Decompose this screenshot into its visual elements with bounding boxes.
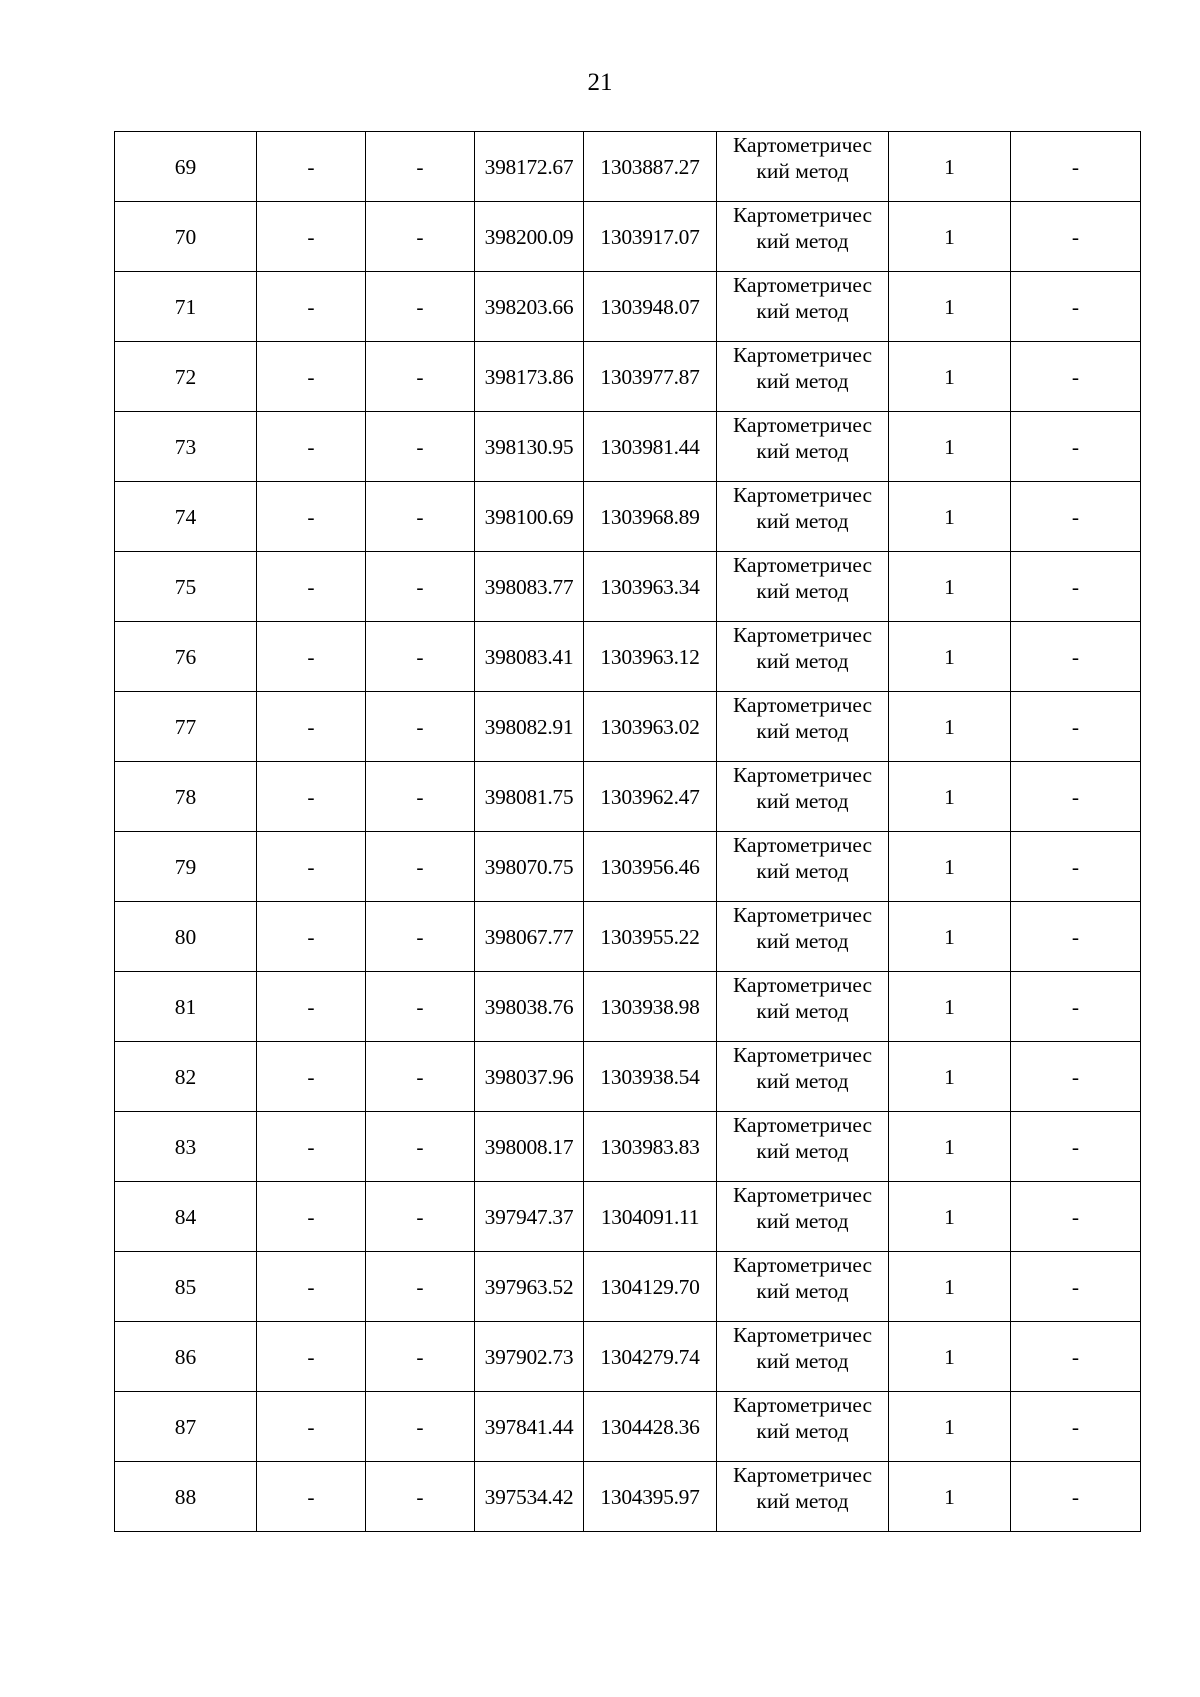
- description-cell: -: [1011, 1392, 1141, 1462]
- dash-cell: -: [257, 1042, 366, 1112]
- dash-cell: -: [257, 972, 366, 1042]
- method-cell: Картометричес кий метод: [717, 692, 889, 762]
- table-row: [115, 1392, 1141, 1462]
- y-coordinate-cell: 1303977.87: [584, 342, 717, 412]
- accuracy-cell: 1: [889, 132, 1011, 202]
- method-cell: Картометричес кий метод: [717, 622, 889, 692]
- point-number-cell: 85: [115, 1252, 257, 1322]
- accuracy-cell: 1: [889, 1182, 1011, 1252]
- method-cell: Картометричес кий метод: [717, 412, 889, 482]
- table-row: [115, 1252, 1141, 1322]
- y-coordinate-cell: 1303963.02: [584, 692, 717, 762]
- table-row: [115, 412, 1141, 482]
- x-coordinate-cell: 398203.66: [475, 272, 584, 342]
- y-coordinate-cell: 1303917.07: [584, 202, 717, 272]
- dash-cell: -: [366, 132, 475, 202]
- accuracy-cell: 1: [889, 1252, 1011, 1322]
- dash-cell: -: [257, 482, 366, 552]
- method-cell: Картометричес кий метод: [717, 1392, 889, 1462]
- method-cell: Картометричес кий метод: [717, 272, 889, 342]
- description-cell: -: [1011, 902, 1141, 972]
- point-number-cell: 69: [115, 132, 257, 202]
- description-cell: -: [1011, 1042, 1141, 1112]
- accuracy-cell: 1: [889, 692, 1011, 762]
- point-number-cell: 80: [115, 902, 257, 972]
- accuracy-cell: 1: [889, 902, 1011, 972]
- dash-cell: -: [257, 1322, 366, 1392]
- description-cell: -: [1011, 412, 1141, 482]
- table-row: [115, 1322, 1141, 1392]
- page-number: 21: [587, 69, 613, 96]
- accuracy-cell: 1: [889, 832, 1011, 902]
- y-coordinate-cell: 1303938.98: [584, 972, 717, 1042]
- table-row: [115, 1042, 1141, 1112]
- accuracy-cell: 1: [889, 202, 1011, 272]
- dash-cell: -: [366, 272, 475, 342]
- table-row: [115, 622, 1141, 692]
- table-row: [115, 132, 1141, 202]
- description-cell: -: [1011, 482, 1141, 552]
- x-coordinate-cell: 398038.76: [475, 972, 584, 1042]
- y-coordinate-cell: 1303963.34: [584, 552, 717, 622]
- method-cell: Картометричес кий метод: [717, 202, 889, 272]
- point-number-cell: 72: [115, 342, 257, 412]
- accuracy-cell: 1: [889, 622, 1011, 692]
- point-number-cell: 83: [115, 1112, 257, 1182]
- point-number-cell: 76: [115, 622, 257, 692]
- table-row: [115, 1462, 1141, 1532]
- accuracy-cell: 1: [889, 972, 1011, 1042]
- description-cell: -: [1011, 132, 1141, 202]
- dash-cell: -: [257, 832, 366, 902]
- method-cell: Картометричес кий метод: [717, 482, 889, 552]
- dash-cell: -: [366, 692, 475, 762]
- method-cell: Картометричес кий метод: [717, 552, 889, 622]
- point-number-cell: 81: [115, 972, 257, 1042]
- point-number-cell: 70: [115, 202, 257, 272]
- table-row: [115, 552, 1141, 622]
- table-row: [115, 972, 1141, 1042]
- dash-cell: -: [257, 552, 366, 622]
- point-number-cell: 86: [115, 1322, 257, 1392]
- dash-cell: -: [366, 412, 475, 482]
- point-number-cell: 88: [115, 1462, 257, 1532]
- x-coordinate-cell: 398083.77: [475, 552, 584, 622]
- table-row: [115, 342, 1141, 412]
- accuracy-cell: 1: [889, 1042, 1011, 1112]
- description-cell: -: [1011, 622, 1141, 692]
- dash-cell: -: [257, 692, 366, 762]
- accuracy-cell: 1: [889, 1112, 1011, 1182]
- table-body: [115, 132, 1141, 1532]
- y-coordinate-cell: 1304279.74: [584, 1322, 717, 1392]
- dash-cell: -: [366, 1392, 475, 1462]
- x-coordinate-cell: 398083.41: [475, 622, 584, 692]
- description-cell: -: [1011, 1182, 1141, 1252]
- dash-cell: -: [257, 1392, 366, 1462]
- x-coordinate-cell: 398173.86: [475, 342, 584, 412]
- x-coordinate-cell: 398200.09: [475, 202, 584, 272]
- y-coordinate-cell: 1303981.44: [584, 412, 717, 482]
- dash-cell: -: [257, 342, 366, 412]
- dash-cell: -: [366, 622, 475, 692]
- dash-cell: -: [257, 762, 366, 832]
- dash-cell: -: [366, 202, 475, 272]
- accuracy-cell: 1: [889, 762, 1011, 832]
- table-row: [115, 1112, 1141, 1182]
- table-row: [115, 272, 1141, 342]
- method-cell: Картометричес кий метод: [717, 1182, 889, 1252]
- dash-cell: -: [257, 272, 366, 342]
- description-cell: -: [1011, 1252, 1141, 1322]
- dash-cell: -: [257, 1182, 366, 1252]
- table-row: [115, 832, 1141, 902]
- x-coordinate-cell: 397841.44: [475, 1392, 584, 1462]
- dash-cell: -: [366, 762, 475, 832]
- method-cell: Картометричес кий метод: [717, 902, 889, 972]
- point-number-cell: 75: [115, 552, 257, 622]
- description-cell: -: [1011, 1322, 1141, 1392]
- x-coordinate-cell: 398082.91: [475, 692, 584, 762]
- dash-cell: -: [366, 1042, 475, 1112]
- dash-cell: -: [366, 1462, 475, 1532]
- x-coordinate-cell: 398037.96: [475, 1042, 584, 1112]
- dash-cell: -: [257, 1252, 366, 1322]
- point-number-cell: 77: [115, 692, 257, 762]
- description-cell: -: [1011, 342, 1141, 412]
- table-row: [115, 902, 1141, 972]
- method-cell: Картометричес кий метод: [717, 132, 889, 202]
- accuracy-cell: 1: [889, 342, 1011, 412]
- point-number-cell: 84: [115, 1182, 257, 1252]
- dash-cell: -: [366, 342, 475, 412]
- x-coordinate-cell: 398008.17: [475, 1112, 584, 1182]
- table-row: [115, 692, 1141, 762]
- dash-cell: -: [257, 412, 366, 482]
- accuracy-cell: 1: [889, 1462, 1011, 1532]
- method-cell: Картометричес кий метод: [717, 1322, 889, 1392]
- point-number-cell: 71: [115, 272, 257, 342]
- method-cell: Картометричес кий метод: [717, 972, 889, 1042]
- point-number-cell: 79: [115, 832, 257, 902]
- table-row: [115, 762, 1141, 832]
- method-cell: Картометричес кий метод: [717, 1252, 889, 1322]
- point-number-cell: 82: [115, 1042, 257, 1112]
- description-cell: -: [1011, 202, 1141, 272]
- accuracy-cell: 1: [889, 552, 1011, 622]
- method-cell: Картометричес кий метод: [717, 1112, 889, 1182]
- y-coordinate-cell: 1303963.12: [584, 622, 717, 692]
- dash-cell: -: [257, 202, 366, 272]
- description-cell: -: [1011, 1112, 1141, 1182]
- x-coordinate-cell: 397534.42: [475, 1462, 584, 1532]
- dash-cell: -: [366, 1322, 475, 1392]
- dash-cell: -: [366, 1112, 475, 1182]
- y-coordinate-cell: 1303955.22: [584, 902, 717, 972]
- dash-cell: -: [366, 972, 475, 1042]
- description-cell: -: [1011, 972, 1141, 1042]
- y-coordinate-cell: 1303962.47: [584, 762, 717, 832]
- dash-cell: -: [366, 1182, 475, 1252]
- method-cell: Картометричес кий метод: [717, 762, 889, 832]
- y-coordinate-cell: 1304091.11: [584, 1182, 717, 1252]
- dash-cell: -: [257, 132, 366, 202]
- y-coordinate-cell: 1303938.54: [584, 1042, 717, 1112]
- dash-cell: -: [257, 1462, 366, 1532]
- method-cell: Картометричес кий метод: [717, 342, 889, 412]
- point-number-cell: 78: [115, 762, 257, 832]
- accuracy-cell: 1: [889, 412, 1011, 482]
- method-cell: Картометричес кий метод: [717, 1462, 889, 1532]
- x-coordinate-cell: 397947.37: [475, 1182, 584, 1252]
- table-row: [115, 482, 1141, 552]
- method-cell: Картометричес кий метод: [717, 832, 889, 902]
- x-coordinate-cell: 398067.77: [475, 902, 584, 972]
- dash-cell: -: [257, 1112, 366, 1182]
- x-coordinate-cell: 398172.67: [475, 132, 584, 202]
- y-coordinate-cell: 1303948.07: [584, 272, 717, 342]
- table-row: [115, 202, 1141, 272]
- description-cell: -: [1011, 692, 1141, 762]
- x-coordinate-cell: 397902.73: [475, 1322, 584, 1392]
- point-number-cell: 74: [115, 482, 257, 552]
- accuracy-cell: 1: [889, 272, 1011, 342]
- dash-cell: -: [366, 902, 475, 972]
- dash-cell: -: [366, 482, 475, 552]
- y-coordinate-cell: 1303956.46: [584, 832, 717, 902]
- description-cell: -: [1011, 832, 1141, 902]
- description-cell: -: [1011, 1462, 1141, 1532]
- point-number-cell: 73: [115, 412, 257, 482]
- x-coordinate-cell: 398100.69: [475, 482, 584, 552]
- dash-cell: -: [366, 552, 475, 622]
- y-coordinate-cell: 1303983.83: [584, 1112, 717, 1182]
- point-number-cell: 87: [115, 1392, 257, 1462]
- dash-cell: -: [366, 832, 475, 902]
- dash-cell: -: [257, 622, 366, 692]
- y-coordinate-cell: 1304395.97: [584, 1462, 717, 1532]
- x-coordinate-cell: 398081.75: [475, 762, 584, 832]
- dash-cell: -: [366, 1252, 475, 1322]
- x-coordinate-cell: 397963.52: [475, 1252, 584, 1322]
- accuracy-cell: 1: [889, 482, 1011, 552]
- y-coordinate-cell: 1304428.36: [584, 1392, 717, 1462]
- y-coordinate-cell: 1303968.89: [584, 482, 717, 552]
- method-cell: Картометричес кий метод: [717, 1042, 889, 1112]
- coordinates-table: [114, 131, 1141, 1532]
- dash-cell: -: [257, 902, 366, 972]
- accuracy-cell: 1: [889, 1392, 1011, 1462]
- table-row: [115, 1182, 1141, 1252]
- accuracy-cell: 1: [889, 1322, 1011, 1392]
- y-coordinate-cell: 1304129.70: [584, 1252, 717, 1322]
- description-cell: -: [1011, 552, 1141, 622]
- y-coordinate-cell: 1303887.27: [584, 132, 717, 202]
- description-cell: -: [1011, 272, 1141, 342]
- description-cell: -: [1011, 762, 1141, 832]
- x-coordinate-cell: 398070.75: [475, 832, 584, 902]
- x-coordinate-cell: 398130.95: [475, 412, 584, 482]
